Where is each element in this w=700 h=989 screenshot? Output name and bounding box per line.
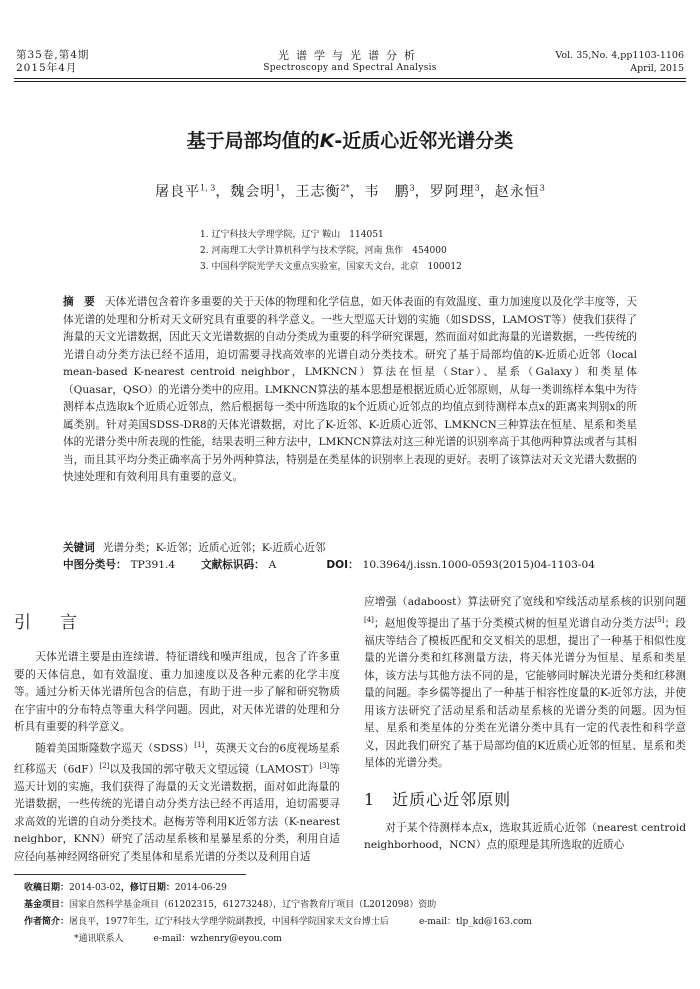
abstract-text: 天体光谱包含着许多重要的关于天体的物理和化学信息，如天体表面的有效温度、重力加速度以及化学丰度等，天体光谱的处理和分析对天文研究具有重要的科学意义。一些大型巡天计划的实施（如SDSS，LAMOST等）使我们获得了海量的天文光谱数据，因此天文光谱数据的自动分类成为重要的科学研究课题，然而面对如此海量的光谱数据，一些传统的光谱自动分类方法已经不适用，迫切需要寻找高效率的光谱自动分类技术。研究了基于局部均值的K-近质心近邻（local mean-based K-nearest centroid neighbor，LMKNCN）算法在恒星（Star）、星系（Galaxy）和类星体（Quasar，QSO）的光谱分类中的应用。LMKNCN算法的基本思想是根据近质心近邻原则，从每一类训练样本集中为待测样本点选取k个近质心近邻点，然后根据每一类中所选取的k个近质心近邻点的均值点到待测样本点x的距离来判别x的所属类别。针对美国SDSS-DR8的天体光谱数据，对比了K-近邻、K-近质心近邻、LMKNCN三种算法在恒星、星系和类星体的光谱分类中所表现的性能，结果表明三种方法中，LMKNCN算法对这三种光谱的识别率高于其他两种算法或者与其相当，而且其平均分类正确率高于另外两种算法，特别是在类星体的识别率上表现的更好。表明了该算法对天文光谱大数据的快速处理和有效利用具有重要的意义。 — [63, 296, 638, 483]
section-1-paragraph: 对于某个待测样本点x，选取其近质心近邻（nearest centroid neighborhood，NCN）点的原理是其所选取的近质心 — [364, 821, 686, 852]
author: 韦 鹏 — [364, 184, 410, 200]
abstract-label: 摘 要 — [63, 296, 95, 308]
journal-title-cn: 光谱学与光谱分析 — [278, 49, 422, 62]
header-right — [555, 49, 684, 75]
keywords-text: 光谱分类；K-近邻；近质心近邻；K-近质心近邻 — [102, 542, 326, 554]
author-list: 屠良平$^{1, 3}$，魏会明$^1$，王志衡$^{2*}$，韦 鹏$^3$，罗阿理$^3$，赵永恒$^3$ — [155, 183, 545, 200]
author: 魏会明 — [230, 184, 276, 200]
keywords-label: 关键词 — [63, 542, 95, 554]
volume-cn: 第35卷,第4期 — [16, 49, 90, 61]
clc-value: TP391.4 — [130, 559, 176, 571]
bio-email: e-mail：tlp_kd@163.com — [418, 917, 532, 927]
dates-line: 收稿日期：2014-03-02，修订日期：2014-06-29 — [24, 883, 227, 893]
paper-title: 基于局部均值的K-近质心近邻光谱分类 — [186, 130, 514, 152]
affiliations — [200, 227, 462, 275]
citation: [2] — [99, 761, 110, 770]
journal-title-en: Spectroscopy and Spectral Analysis — [263, 63, 437, 73]
doc-code-value: A — [268, 559, 277, 571]
date-en: April, 2015 — [630, 63, 684, 74]
affiliation: 3. 中国科学院光学天文重点实验室，国家天文台，北京 100012 — [200, 262, 462, 272]
citation: [3] — [319, 761, 330, 770]
affiliation: 2. 河南理工大学计算机科学与技术学院，河南 焦作 454000 — [200, 246, 447, 256]
clc-label: 中图分类号： — [63, 559, 127, 571]
author: 王志衡 — [295, 184, 341, 200]
bio-line: 作者简介：屠良平，1977年生，辽宁科技大学理学院副教授，中国科学院国家天文台博士后 e-mail：tlp_kd@163.com — [24, 917, 532, 927]
footnote — [24, 880, 684, 948]
journal-header — [0, 0, 700, 90]
intro-paragraph-2-cont: 应增强（adaboost）算法研究了宽线和窄线活动星系核的识别问题[4]；赵旭俊等提出了基于分类模式树的恒星光谱自动分类方法[5]；段福庆等结合了模板匹配和交叉相关的思想，提出了一种基于相似性度量的光谱分类和红移测量方法，将天体光谱分为恒星、星系和类星体，该方法与其他方法不同的是，它能够同时解决光谱分类和红移测量的问题。李乡儒等提出了一种基于相容性度量的K-近邻方法，并使用该方法研究了活动星系和活动星系核的光谱分类的问题。因为恒星、星系和类星体的分类在光谱分类中具有一定的代表性和科学意义，因此我们研究了基于局部均值的K近质心近邻的恒星、星系和类星体的光谱分类。 — [364, 596, 687, 770]
doc-code-label: 文献标识码： — [201, 559, 265, 571]
volume-en: Vol. 35,No. 4,pp1103-1106 — [555, 50, 684, 61]
section-1-heading: 1 近质心近邻原则 — [364, 789, 512, 809]
doi-value: 10.3964/j.issn.1000-0593(2015)04-1103-04 — [362, 559, 595, 571]
affiliation: 1. 辽宁科技大学理学院，辽宁 鞍山 114051 — [200, 230, 384, 240]
keywords — [63, 540, 326, 557]
doi-label: DOI： — [326, 559, 359, 571]
corresponding-line: *通讯联系人 e-mail：wzhenry@eyou.com — [74, 934, 282, 944]
header-rule — [14, 78, 686, 79]
date-cn: 2015年4月 — [16, 62, 78, 74]
citation: [5] — [654, 615, 665, 624]
footnote-rule — [14, 874, 246, 875]
abstract — [63, 294, 637, 487]
fund-line: 基金项目：国家自然科学基金项目（61202315，61273248），辽宁省教育厅项目（L2012098）资助 — [24, 900, 437, 910]
corresponding-email: e-mail：wzhenry@eyou.com — [153, 934, 282, 944]
classification-line — [63, 557, 595, 574]
citation: [4] — [364, 615, 374, 624]
intro-paragraph-2: 随着美国斯隆数字巡天（SDSS）[1]，英澳天文台的6度视场星系红移巡天（6dF）[2]以及我国的郭守敬天文望远镜（LAMOST）[3]等巡天计划的实施，我们获得了海量的天文光谱数据，面对如此海量的光谱数据，一些传统的光谱自动分类方法已经不再适用，迫切需要寻求高效的光谱的自动分类技术。赵梅芳等利用K近邻方法（K-nearest neighbor，KNN）研究了活动星系核和星暴星系的分类，利用自适应径向基神经网络研究了类星体和星系光谱的分类以及利用自适 — [14, 740, 341, 863]
author: 赵永恒 — [494, 184, 540, 200]
author: 罗阿理 — [429, 184, 475, 200]
intro-heading: 引 言 — [14, 613, 83, 633]
author: 屠良平 — [155, 184, 201, 200]
left-column — [14, 600, 340, 866]
intro-paragraph-1: 天体光谱主要是由连续谱、特征谱线和噪声组成，包含了许多重要的天体信息，如有效温度、重力加速度以及各种元素的化学丰度等。通过分析天体光谱所包含的信息，有助于进一步了解和研究物质在宇宙中的分布特点等重大科学问题。因此，对天体光谱的处理和分析具有重要的科学意义。 — [14, 651, 340, 733]
header-rule-thin — [14, 81, 686, 82]
right-column — [364, 594, 686, 855]
citation: [1] — [194, 740, 205, 749]
